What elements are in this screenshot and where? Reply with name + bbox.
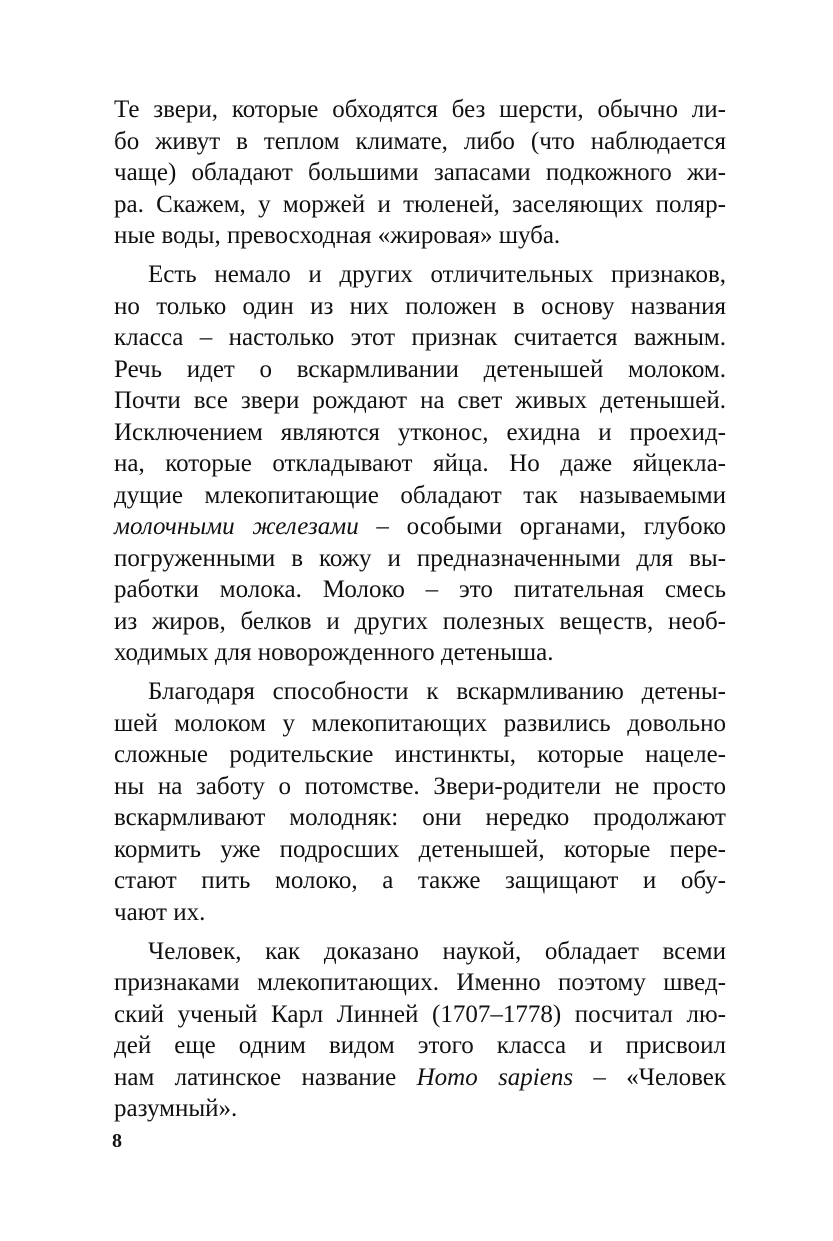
text-segment: из жиров, белков и других полезных веществ, необ- [114,607,726,635]
text-line [114,259,726,291]
text-segment: ны на заботу о потомстве. Звери-родители не просто [114,772,726,800]
text-segment: бо живут в теплом климате, либо (что наблюдается [114,127,726,155]
text-segment: Исключением являются утконос, ехидна и проехид- [114,418,726,446]
text-segment: Речь идет о вскармливании детенышей молоком. [114,355,726,383]
italic-term: Homo sapiens [416,1063,574,1091]
text-segment: Есть немало и других отличительных признаков, [148,261,726,288]
text-line [114,936,726,968]
text-line [114,802,726,834]
text-segment: сложные родительские инстинкты, которые нацеле- [114,741,726,768]
text-line [114,606,726,638]
text-segment: дущие млекопитающие обладают так называемыми [114,481,726,509]
italic-term: молочными железами [114,513,359,540]
text-segment: разумный». [114,1095,238,1122]
text-segment: чают их. [114,898,206,926]
text-line [114,771,726,803]
text-line [114,480,726,512]
paragraph [114,936,726,1125]
text-line [114,189,726,221]
text-line [114,1062,726,1094]
text-line [114,999,726,1031]
text-segment: ра. Скажем, у моржей и тюленей, заселяющих поляр- [114,190,726,218]
text-line [114,94,726,126]
text-segment: чаще) обладают большими запасами подкожного жи- [114,159,726,186]
text-line [114,967,726,999]
text-segment: вскармливают молодняк: они нередко продолжают [114,804,726,831]
text-segment: – «Человек [573,1063,726,1091]
text-segment: погруженными в кожу и предназначенными для вы- [114,544,726,572]
text-line [114,739,726,771]
text-segment: стают пить молоко, а также защищают и обу- [114,867,726,894]
text-segment: нам латинское название [114,1063,417,1091]
text-segment: признаками млекопитающих. Именно поэтому швед- [114,969,726,996]
text-line [114,448,726,480]
text-line [114,676,726,708]
text-segment: ский ученый Карл Линней (1707–1778) посчитал лю- [114,1000,726,1028]
text-line [114,1030,726,1062]
text-line [114,543,726,575]
text-line [114,897,726,929]
text-segment: кормить уже подросших детенышей, которые пере- [114,835,726,863]
text-line [114,574,726,606]
text-segment: на, которые откладывают яйца. Но даже яйцекла- [114,450,726,477]
paragraph [114,259,726,676]
text-line [114,865,726,897]
text-segment: Человек, как доказано наукой, обладает всеми [148,937,726,965]
text-line [114,322,726,354]
text-line [114,354,726,386]
text-line [114,637,726,669]
text-line [114,708,726,740]
text-line [114,1093,726,1125]
text-line [114,126,726,158]
text-segment: Благодаря способности к вскармливанию детены- [148,678,726,705]
text-segment: но только один из них положен в основу названия [114,292,726,320]
text-segment: класса – настолько этот признак считается важным. [114,324,726,351]
paragraph [114,94,726,259]
text-segment: ные воды, превосходная «жировая» шуба. [114,222,561,249]
page-number: 8 [112,1130,122,1152]
paragraph [114,676,726,936]
text-segment: Почти все звери рождают на свет живых детенышей. [114,387,726,414]
body-text [114,94,726,1125]
text-line [114,385,726,417]
text-segment: ходимых для новорожденного детеныша. [114,639,554,666]
text-segment: работки молока. Молоко – это питательная смесь [114,576,726,603]
text-segment: дей еще одним видом этого класса и присвоил [114,1032,726,1059]
text-line [114,511,726,543]
text-line [114,417,726,449]
text-segment: – особыми органами, глубоко [358,513,726,540]
text-line [114,834,726,866]
text-line [114,220,726,252]
text-line [114,291,726,323]
text-segment: Те звери, которые обходятся без шерсти, обычно ли- [114,96,726,123]
text-line [114,157,726,189]
text-segment: шей молоком у млекопитающих развились довольно [114,709,726,737]
